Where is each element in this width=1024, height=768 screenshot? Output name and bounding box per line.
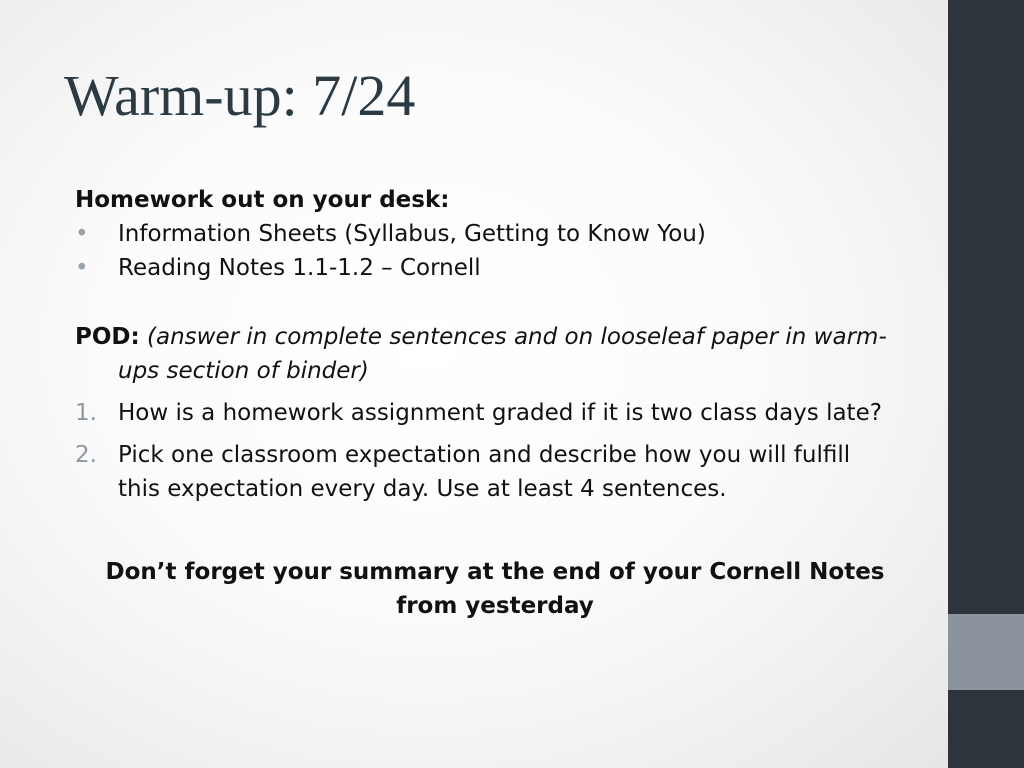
slide-title: Warm-up: 7/24 [64,63,416,128]
question-number: 2. [75,442,97,468]
sidebar-bar [948,0,1024,768]
homework-item-text: Information Sheets (Syllabus, Getting to Know You) [118,221,706,247]
pod-question [75,396,895,430]
pod-heading [75,320,895,388]
summary-reminder: Don’t forget your summary at the end of your Cornell Notes from yesterday [105,559,885,619]
pod-question [75,438,895,506]
homework-item-text: Reading Notes 1.1-1.2 – Cornell [118,255,481,281]
pod-instructions: (answer in complete sentences and on looseleaf paper in warm-ups section of binder) [118,324,887,384]
pod-label: POD: [75,324,140,350]
question-number: 1. [75,400,97,426]
question-text: Pick one classroom expectation and describe how you will fulfill this expectation every day. Use at least 4 sentences. [118,442,851,502]
homework-heading: Homework out on your desk: [75,187,450,213]
slide-body [75,183,895,623]
sidebar-accent-block [948,614,1024,690]
homework-item [75,251,895,285]
homework-item [75,217,895,251]
bullet-icon: • [75,255,89,281]
question-text: How is a homework assignment graded if it is two class days late? [118,400,882,426]
bullet-icon: • [75,221,89,247]
